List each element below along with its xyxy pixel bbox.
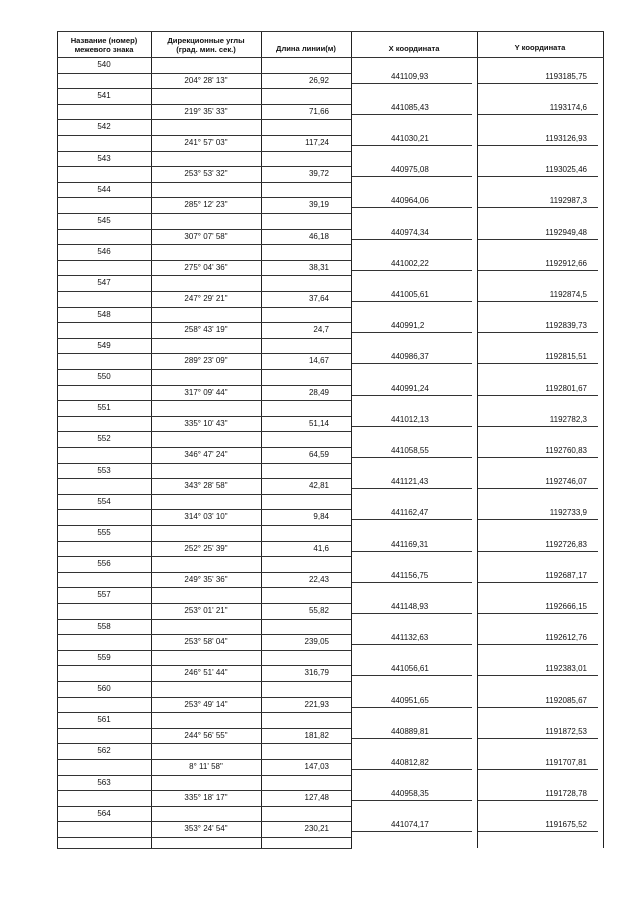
column-border-5 [603,31,604,848]
direction-angle: 285° 12' 23" [184,200,228,210]
y-coordinate: 1192760,83 [545,446,587,455]
point-name: 554 [97,496,111,506]
row-separator [57,119,351,120]
row-separator [57,322,351,323]
column-border-0 [57,31,58,848]
row-separator [57,509,351,510]
x-row-separator [352,831,472,832]
line-length: 14,67 [308,356,329,366]
x-coordinate: 441012,13 [391,414,429,424]
row-separator [57,821,351,822]
line-length: 39,72 [308,169,329,179]
x-row-separator [352,738,472,739]
direction-angle: 252° 25' 39" [184,543,228,553]
x-coordinate: 440991,24 [391,383,429,393]
row-separator [57,166,351,167]
y-coordinate: 1192815,51 [545,352,587,362]
y-coordinate: 1192949,48 [545,227,587,237]
y-row-separator [478,457,598,458]
line-length: 64,59 [308,450,329,459]
line-length: 239,05 [304,637,329,647]
y-coordinate: 1192839,73 [545,321,587,331]
x-row-separator [352,363,472,364]
row-separator [57,369,351,370]
direction-angle: 335° 18' 17" [184,793,228,803]
header-length: Длина линии(м) [276,44,336,53]
x-row-separator [352,769,472,770]
row-separator [57,728,351,729]
point-name: 549 [97,340,111,350]
y-row-separator [478,114,598,115]
row-separator [57,556,351,557]
row-separator [57,572,351,573]
point-name: 543 [97,153,111,163]
x-coordinate: 441169,31 [391,539,429,549]
row-separator [57,197,351,198]
column-border-2 [261,31,262,848]
x-row-separator [352,488,472,489]
direction-angle: 307° 07' 58" [184,231,228,241]
y-row-separator [478,707,598,708]
line-length: 24,7 [313,325,329,335]
y-row-separator [478,613,598,614]
row-separator [57,244,351,245]
row-separator [57,665,351,666]
y-coordinate: 1191728,78 [545,789,587,799]
point-name: 544 [97,184,111,194]
row-separator [57,307,351,308]
x-coordinate: 440951,65 [391,695,429,705]
direction-angle: 253° 01' 21" [184,606,228,615]
direction-angle: 247° 29' 21" [184,294,228,303]
header-y: Y координата [514,43,566,52]
row-separator [57,525,351,526]
line-length: 117,24 [305,138,329,147]
direction-angle: 317° 09' 44" [184,387,228,397]
y-coordinate: 1192726,83 [545,539,587,549]
point-name: 555 [97,528,111,537]
line-length: 41,6 [313,543,329,553]
y-row-separator [478,831,598,832]
line-length: 46,18 [308,231,329,241]
direction-angle: 241° 57' 03" [184,138,228,147]
direction-angle: 244° 56' 55" [184,730,228,740]
point-name: 558 [97,621,111,631]
y-coordinate: 1192987,3 [549,196,587,206]
line-length: 28,49 [308,387,329,397]
row-separator [57,790,351,791]
line-length: 22,43 [308,574,329,584]
x-row-separator [352,613,472,614]
column-border-4 [477,31,478,848]
line-length: 230,21 [304,824,329,834]
line-length: 147,03 [304,762,329,771]
y-coordinate: 1193174,6 [549,102,587,112]
row-separator [57,697,351,698]
y-row-separator [478,176,598,177]
x-coordinate: 440964,06 [391,196,429,206]
x-row-separator [352,145,472,146]
y-coordinate: 1193126,93 [545,134,587,143]
y-row-separator [478,769,598,770]
point-name: 551 [97,403,111,413]
y-coordinate: 1192666,15 [545,602,587,611]
y-row-separator [478,644,598,645]
point-name: 550 [97,372,111,381]
y-coordinate: 1191872,53 [545,726,587,736]
point-name: 556 [97,559,111,569]
x-coordinate: 441005,61 [391,290,429,299]
row-separator [57,385,351,386]
line-length: 71,66 [308,106,329,116]
row-separator [57,619,351,620]
point-name: 552 [97,434,111,444]
x-coordinate: 440975,08 [391,165,429,175]
direction-angle: 335° 10' 43" [184,418,228,428]
x-coordinate: 441058,55 [391,446,429,455]
line-length: 181,82 [304,730,329,740]
y-coordinate: 1192612,76 [545,633,587,643]
x-coordinate: 441109,93 [391,71,429,81]
row-separator [57,182,351,183]
point-name: 548 [97,309,111,319]
line-length: 26,92 [308,75,329,85]
x-row-separator [352,426,472,427]
row-separator [57,229,351,230]
row-separator [57,260,351,261]
y-coordinate: 1192085,67 [545,695,587,705]
direction-angle: 353° 24' 54" [184,824,228,834]
line-length: 37,64 [308,294,329,303]
row-separator [57,603,351,604]
row-separator [57,291,351,292]
x-coordinate: 441085,43 [391,102,429,112]
row-separator [57,73,351,74]
point-name: 545 [97,216,111,225]
y-row-separator [478,800,598,801]
row-separator [57,151,351,152]
x-row-separator [352,301,472,302]
y-coordinate: 1193025,46 [545,165,587,175]
row-separator [57,650,351,651]
x-row-separator [352,551,472,552]
x-coordinate: 440889,81 [391,726,429,736]
direction-angle: 253° 49' 14" [184,699,228,709]
header-bottom-border [57,57,604,58]
y-coordinate: 1191707,81 [545,758,587,767]
row-separator [57,759,351,760]
direction-angle: 219° 35' 33" [184,106,228,116]
y-coordinate: 1193185,75 [545,71,587,81]
point-name: 563 [97,777,111,787]
row-separator [57,353,351,354]
x-row-separator [352,239,472,240]
line-length: 38,31 [308,262,329,272]
direction-angle: 204° 28' 13" [184,75,228,85]
x-row-separator [352,176,472,177]
line-length: 127,48 [304,793,329,803]
y-row-separator [478,426,598,427]
y-coordinate: 1191675,52 [545,820,587,830]
x-coordinate: 441030,21 [391,134,429,143]
x-row-separator [352,395,472,396]
point-name: 562 [97,746,111,756]
direction-angle: 275° 04' 36" [184,262,228,272]
point-name: 557 [97,590,111,600]
point-name: 560 [97,684,111,693]
line-length: 316,79 [304,668,329,678]
row-separator [57,275,351,276]
x-coordinate: 440812,82 [391,758,429,767]
x-coordinate: 441132,63 [391,633,429,643]
point-name: 564 [97,808,111,818]
row-separator [57,338,351,339]
y-row-separator [478,488,598,489]
y-row-separator [478,582,598,583]
header-name: Название (номер) межевого знака [70,36,138,54]
row-separator [57,775,351,776]
y-row-separator [478,207,598,208]
y-coordinate: 1192746,07 [545,477,587,487]
direction-angle: 8° 11' 58" [189,762,223,771]
direction-angle: 253° 58' 04" [184,637,228,647]
row-separator [57,213,351,214]
row-separator [57,135,351,136]
x-row-separator [352,707,472,708]
row-separator [57,587,351,588]
y-row-separator [478,301,598,302]
line-length: 221,93 [304,699,329,709]
x-coordinate: 441121,43 [391,477,429,487]
line-length: 39,19 [308,200,329,210]
row-separator [57,681,351,682]
row-separator [57,743,351,744]
point-name: 553 [97,465,111,475]
y-row-separator [478,395,598,396]
x-coordinate: 441056,61 [391,664,429,674]
row-separator [57,478,351,479]
y-coordinate: 1192687,17 [545,570,587,580]
x-row-separator [352,83,472,84]
y-coordinate: 1192383,01 [545,664,587,674]
x-row-separator [352,207,472,208]
row-separator [57,541,351,542]
x-row-separator [352,800,472,801]
y-coordinate: 1192733,9 [549,508,587,518]
point-name: 547 [97,278,111,288]
x-coordinate: 441156,75 [391,570,429,580]
point-name: 546 [97,247,111,257]
direction-angle: 253° 53' 32" [184,169,228,179]
row-separator [57,400,351,401]
y-row-separator [478,519,598,520]
point-name: 559 [97,652,111,662]
direction-angle: 343° 28' 58" [184,481,228,491]
y-row-separator [478,270,598,271]
x-row-separator [352,332,472,333]
point-name: 542 [97,122,111,132]
point-name: 541 [97,91,111,101]
header-angle: Дирекционные углы (град. мин. сек.) [167,36,245,54]
x-coordinate: 441148,93 [391,602,429,611]
column-border-3 [351,31,352,848]
row-separator [57,88,351,89]
x-row-separator [352,519,472,520]
y-coordinate: 1192782,3 [549,414,587,424]
header-x: X координата [388,44,440,53]
row-separator [57,806,351,807]
x-coordinate: 440974,34 [391,227,429,237]
x-coordinate: 441002,22 [391,258,429,268]
row-separator [57,837,351,838]
y-row-separator [478,239,598,240]
y-coordinate: 1192801,67 [545,383,587,393]
line-length: 55,82 [308,606,329,615]
y-row-separator [478,332,598,333]
line-length: 9,84 [313,512,329,522]
y-row-separator [478,145,598,146]
y-row-separator [478,738,598,739]
row-separator [57,634,351,635]
row-separator [57,104,351,105]
line-length: 42,81 [308,481,329,491]
point-name: 540 [97,60,111,69]
y-row-separator [478,551,598,552]
x-row-separator [352,675,472,676]
direction-angle: 249° 35' 36" [184,574,228,584]
direction-angle: 289° 23' 09" [184,356,228,366]
column-border-1 [151,31,152,848]
direction-angle: 346° 47' 24" [184,450,228,459]
x-row-separator [352,457,472,458]
x-coordinate: 440958,35 [391,789,429,799]
y-row-separator [478,83,598,84]
x-coordinate: 441162,47 [391,508,429,518]
row-separator [57,494,351,495]
direction-angle: 314° 03' 10" [184,512,228,522]
x-coordinate: 441074,17 [391,820,429,830]
line-length: 51,14 [308,418,329,428]
x-row-separator [352,644,472,645]
y-coordinate: 1192874,5 [549,290,587,299]
point-name: 561 [97,715,111,725]
x-coordinate: 440986,37 [391,352,429,362]
row-separator [57,712,351,713]
y-row-separator [478,363,598,364]
table-top-border [57,31,604,32]
x-row-separator [352,270,472,271]
row-separator [57,463,351,464]
row-separator [57,416,351,417]
row-separator [57,447,351,448]
row-separator [57,431,351,432]
x-row-separator [352,114,472,115]
table-bottom-border [57,848,352,849]
direction-angle: 258° 43' 19" [184,325,228,335]
direction-angle: 246° 51' 44" [184,668,228,678]
y-coordinate: 1192912,66 [545,258,587,268]
x-row-separator [352,582,472,583]
y-row-separator [478,675,598,676]
x-coordinate: 440991,2 [391,321,425,331]
